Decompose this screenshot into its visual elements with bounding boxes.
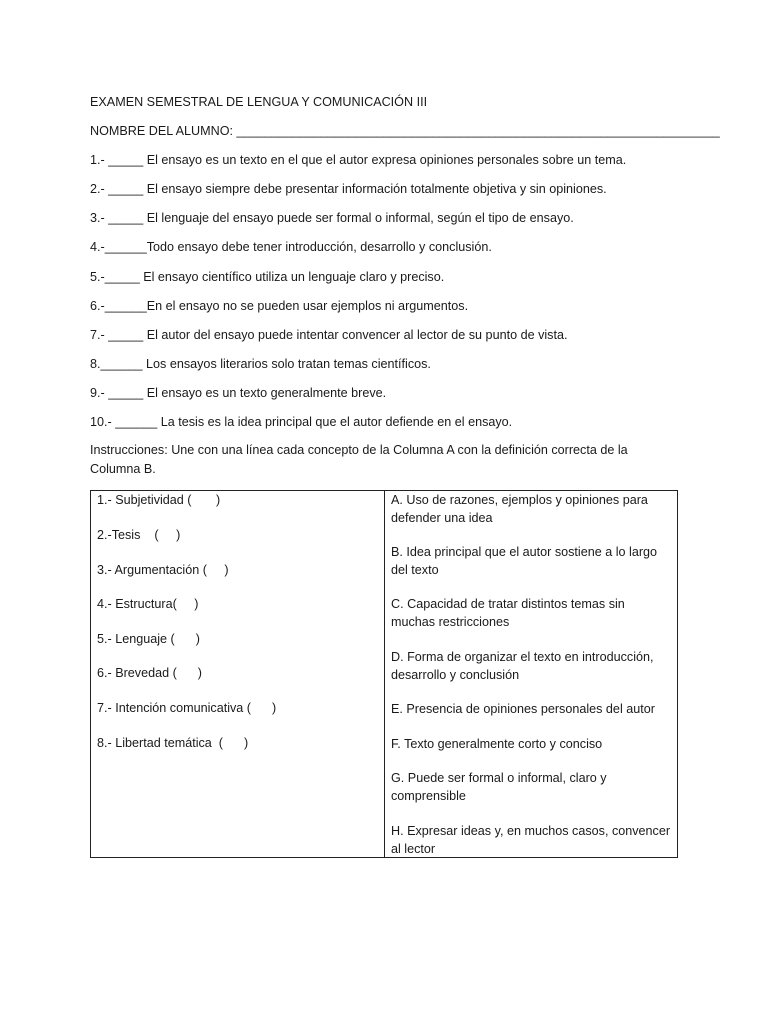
question-2: 2.- _____ El ensayo siempre debe presentar información totalmente objetiva y sin opiniones.	[90, 182, 607, 196]
column-a-item: 7.- Intención comunicativa ( )	[97, 701, 277, 715]
column-b-item: G. Puede ser formal o informal, claro y comprensible	[391, 771, 607, 803]
exam-title: EXAMEN SEMESTRAL DE LENGUA Y COMUNICACIÓN III	[90, 95, 428, 109]
matching-table	[90, 490, 678, 858]
question-3: 3.- _____ El lenguaje del ensayo puede ser formal o informal, según el tipo de ensayo.	[90, 211, 574, 225]
column-b-item: H. Expresar ideas y, en muchos casos, convencer al lector	[391, 824, 671, 856]
column-a-item: 2.-Tesis ( )	[97, 528, 181, 542]
question-9: 9.- _____ El ensayo es un texto generalmente breve.	[90, 386, 387, 400]
column-a-item: 8.- Libertad temática ( )	[97, 736, 249, 750]
column-b-item: B. Idea principal que el autor sostiene a lo largo del texto	[391, 545, 658, 577]
column-b-item: F. Texto generalmente corto y conciso	[391, 737, 603, 751]
student-name-line: NOMBRE DEL ALUMNO: _____________________________________________________________________	[90, 124, 720, 138]
question-6: 6.-______En el ensayo no se pueden usar ejemplos ni argumentos.	[90, 299, 469, 313]
column-a	[91, 491, 385, 858]
column-a-item: 6.- Brevedad ( )	[97, 666, 202, 680]
column-b-item: A. Uso de razones, ejemplos y opiniones para defender una idea	[391, 493, 648, 525]
column-a-item: 3.- Argumentación ( )	[97, 563, 229, 577]
column-b-item: C. Capacidad de tratar distintos temas sin muchas restricciones	[391, 597, 625, 629]
column-a-item: 1.- Subjetividad ( )	[97, 493, 221, 507]
question-10: 10.- ______ La tesis es la idea principal que el autor defiende en el ensayo.	[90, 415, 513, 429]
column-a-item: 5.- Lenguaje ( )	[97, 632, 200, 646]
column-a-item: 4.- Estructura( )	[97, 597, 199, 611]
question-4: 4.-______Todo ensayo debe tener introducción, desarrollo y conclusión.	[90, 240, 492, 254]
column-b-item: D. Forma de organizar el texto en introducción, desarrollo y conclusión	[391, 650, 654, 682]
column-b-item: E. Presencia de opiniones personales del autor	[391, 702, 655, 716]
question-8: 8.______ Los ensayos literarios solo tratan temas científicos.	[90, 357, 431, 371]
question-7: 7.- _____ El autor del ensayo puede intentar convencer al lector de su punto de vista.	[90, 328, 568, 342]
instructions: Instrucciones: Une con una línea cada concepto de la Columna A con la definición correcta de la Columna B.	[90, 443, 628, 476]
question-1: 1.- _____ El ensayo es un texto en el que el autor expresa opiniones personales sobre un tema.	[90, 153, 627, 167]
question-5: 5.-_____ El ensayo científico utiliza un lenguaje claro y preciso.	[90, 270, 445, 284]
column-b	[385, 491, 678, 858]
